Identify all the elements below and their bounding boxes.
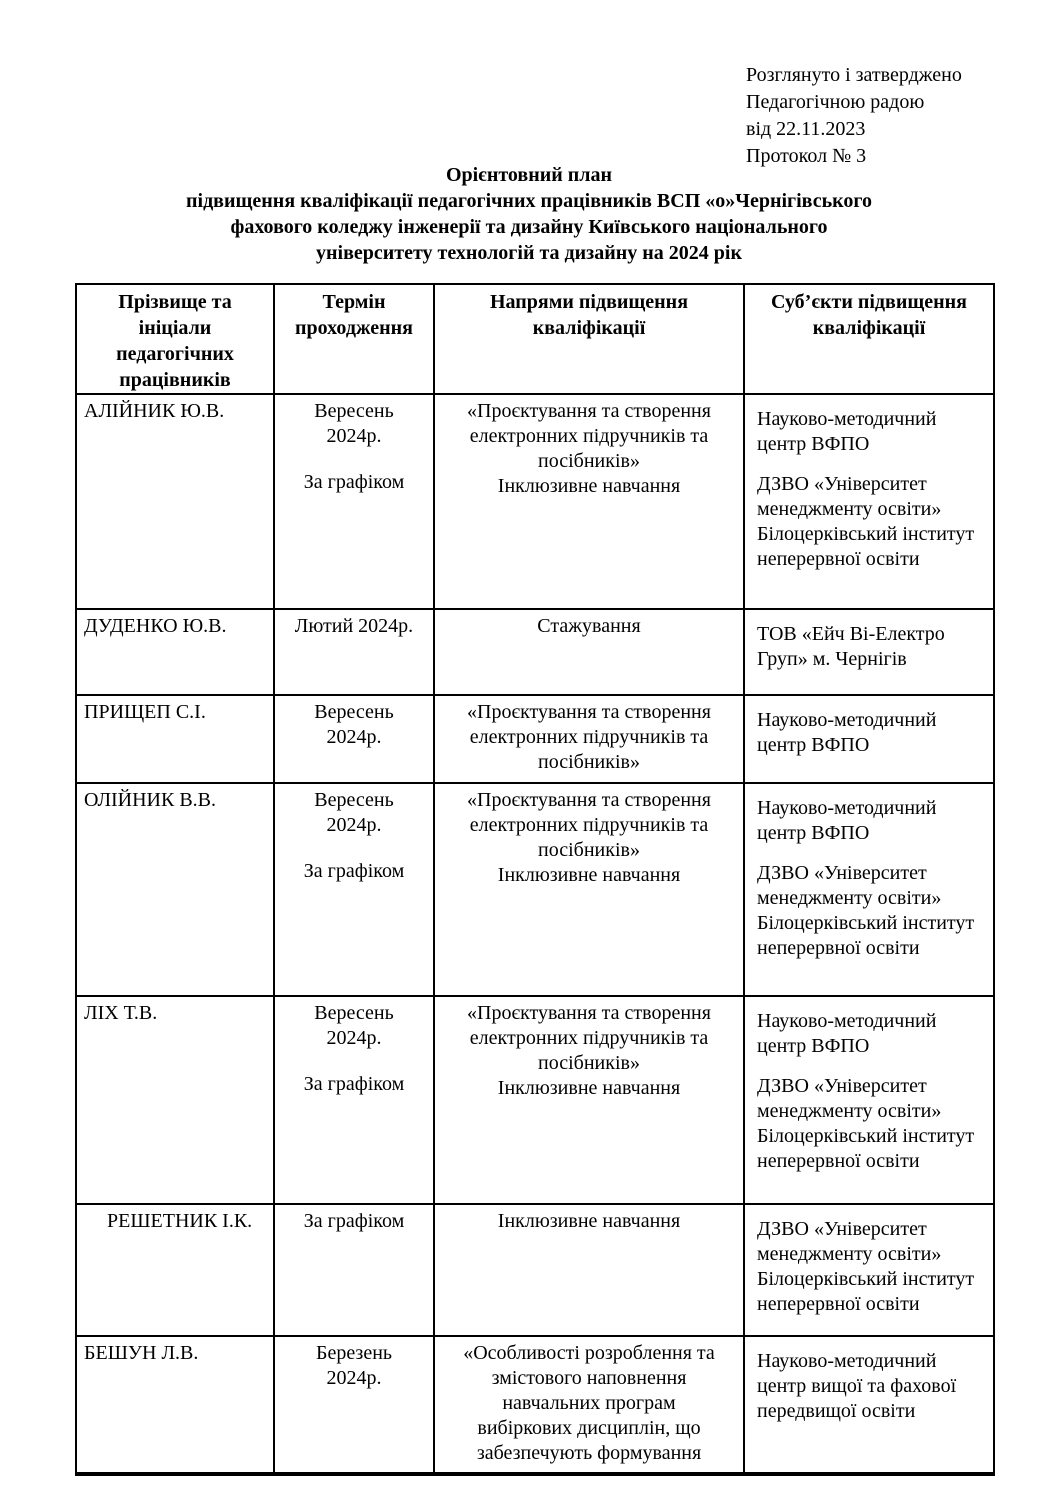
cell-paragraph: Вересень 2024р. [314, 1002, 394, 1049]
table-row [76, 609, 994, 695]
cell-paragraph: За графіком [303, 471, 405, 493]
plan-table [75, 283, 995, 1476]
cell-subjects [744, 996, 994, 1204]
cell-name [76, 1204, 274, 1336]
cell-paragraph: За графіком [303, 1073, 405, 1095]
cell-paragraph: ДЗВО «Університет менеджменту освіти» Білоцерківський інститут неперервної освіти [757, 1218, 975, 1315]
cell-paragraph: Березень 2024р. [315, 1342, 393, 1389]
cell-paragraph: Науково-методичний центр ВФПО [757, 709, 937, 756]
cell-directions [434, 609, 744, 695]
approval-line: від 22.11.2023 [746, 118, 866, 140]
cell-term [274, 1336, 434, 1474]
cell-term [274, 394, 434, 609]
cell-paragraph: Вересень 2024р. [314, 400, 394, 447]
cell-name [76, 996, 274, 1204]
cell-paragraph: ДЗВО «Університет менеджменту освіти» Білоцерківський інститут неперервної освіти [757, 1075, 975, 1172]
table-row [76, 394, 994, 609]
cell-paragraph: Вересень 2024р. [314, 789, 394, 836]
cell-subjects [744, 695, 994, 783]
cell-subjects [744, 609, 994, 695]
document-title [0, 162, 1058, 266]
table-row [76, 996, 994, 1204]
cell-paragraph: ДУДЕНКО Ю.В. [84, 615, 227, 637]
cell-paragraph: Науково-методичний центр вищої та фахової передвищої освіти [757, 1350, 957, 1422]
title-line: Орієнтовний план [445, 164, 613, 186]
cell-directions [434, 1336, 744, 1474]
title-line: університету технологій та дизайну на 2024 рік [315, 242, 742, 264]
cell-paragraph: Лютий 2024р. [294, 615, 414, 637]
cell-paragraph: ДЗВО «Університет менеджменту освіти» Білоцерківський інститут неперервної освіти [757, 473, 975, 570]
cell-subjects [744, 394, 994, 609]
table-row [76, 1336, 994, 1474]
approval-line: Педагогічною радою [746, 91, 925, 113]
cell-term [274, 609, 434, 695]
cell-paragraph: БЕШУН Л.В. [84, 1342, 199, 1364]
cell-subjects [744, 783, 994, 996]
table-row [76, 783, 994, 996]
cell-term [274, 1204, 434, 1336]
cell-paragraph: Інклюзивне навчання [497, 475, 681, 497]
cell-directions [434, 394, 744, 609]
header-row [76, 284, 994, 394]
cell-name [76, 783, 274, 996]
column-header: Напрями підвищення кваліфікації [434, 284, 744, 394]
cell-term [274, 996, 434, 1204]
cell-paragraph: Науково-методичний центр ВФПО [757, 408, 937, 455]
cell-name [76, 695, 274, 783]
column-header: Суб’єкти підвищення кваліфікації [744, 284, 994, 394]
cell-paragraph: «Проєктування та створення електронних підручників та посібників» [467, 1002, 711, 1074]
title-line: підвищення кваліфікації педагогічних працівників ВСП «о»Чернігівського [185, 190, 872, 212]
cell-paragraph: ДЗВО «Університет менеджменту освіти» Білоцерківський інститут неперервної освіти [757, 862, 975, 959]
cell-paragraph: Вересень 2024р. [314, 701, 394, 748]
cell-paragraph: Стажування [537, 615, 641, 637]
cell-name [76, 1336, 274, 1474]
cell-name [76, 394, 274, 609]
cell-directions [434, 783, 744, 996]
column-header: Термін проходження [274, 284, 434, 394]
cell-paragraph: Інклюзивне навчання [497, 1210, 681, 1232]
table-row [76, 695, 994, 783]
cell-paragraph: За графіком [303, 1210, 405, 1232]
cell-paragraph: АЛІЙНИК Ю.В. [84, 400, 225, 422]
cell-paragraph: РЕШЕТНИК І.К. [107, 1210, 253, 1232]
cell-subjects [744, 1336, 994, 1474]
cell-term [274, 695, 434, 783]
cell-paragraph: ЛІХ Т.В. [84, 1002, 158, 1024]
cell-subjects [744, 1204, 994, 1336]
cell-directions [434, 1204, 744, 1336]
approval-line: Розглянуто і затверджено [746, 64, 962, 86]
cell-paragraph: Інклюзивне навчання [497, 1077, 681, 1099]
cell-paragraph: «Проєктування та створення електронних підручників та посібників» [467, 789, 711, 861]
approval-block [746, 62, 962, 170]
cell-paragraph: «Проєктування та створення електронних підручників та посібників» [467, 400, 711, 472]
cell-name [76, 609, 274, 695]
approval-line: Протокол № 3 [746, 145, 867, 167]
column-header: Прізвище та ініціали педагогічних працівників [76, 284, 274, 394]
cell-paragraph: Науково-методичний центр ВФПО [757, 1010, 937, 1057]
cell-paragraph: ПРИЩЕП С.І. [84, 701, 206, 723]
cell-paragraph: Науково-методичний центр ВФПО [757, 797, 937, 844]
cell-paragraph: ОЛІЙНИК В.В. [84, 789, 217, 811]
table-row [76, 1204, 994, 1336]
cell-paragraph: «Проєктування та створення електронних підручників та посібників» [467, 701, 711, 773]
cell-term [274, 783, 434, 996]
cell-directions [434, 996, 744, 1204]
cell-paragraph: ТОВ «Ейч Ві-Електро Груп» м. Чернігів [757, 623, 945, 670]
cell-paragraph: Інклюзивне навчання [497, 864, 681, 886]
cell-paragraph: «Особливості розроблення та змістового наповнення навчальних програм вибіркових дисциплін, що забезпечують формування [463, 1342, 715, 1464]
title-line: фахового коледжу інженерії та дизайну Київського національного [230, 216, 828, 238]
cell-directions [434, 695, 744, 783]
cell-paragraph: За графіком [303, 860, 405, 882]
